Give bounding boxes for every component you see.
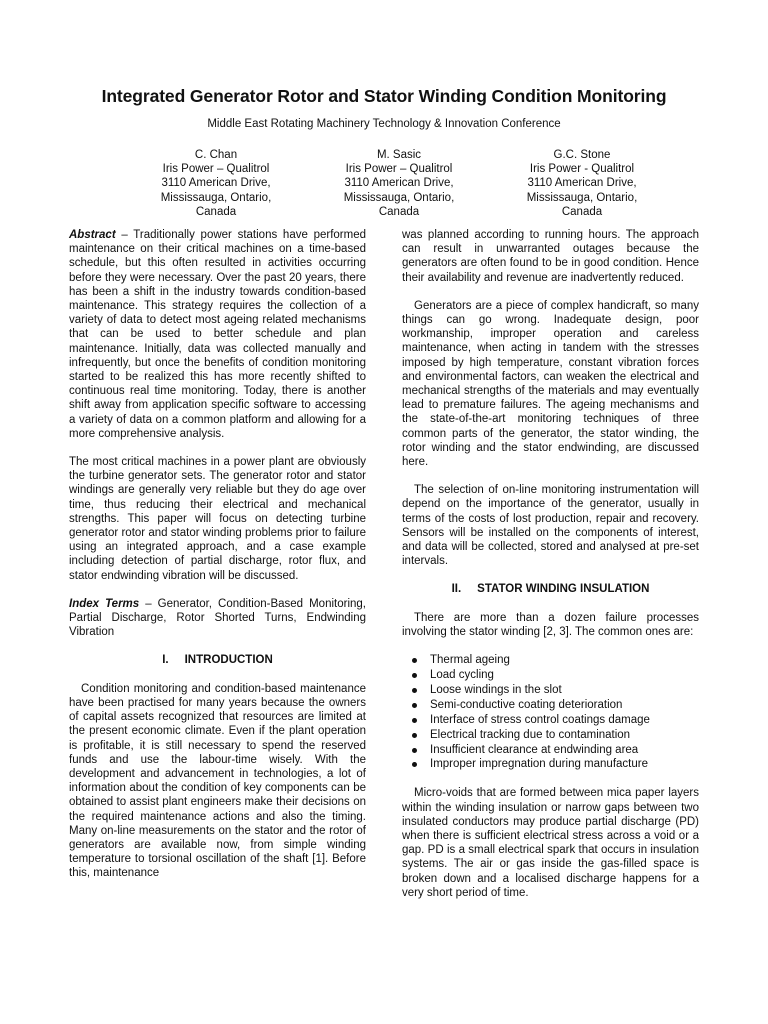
- section-heading-introduction: [69, 653, 366, 667]
- section-title: INTRODUCTION: [184, 654, 273, 667]
- author-name: C. Chan: [194, 149, 238, 161]
- list-item: Insufficient clearance at endwinding area: [402, 743, 699, 758]
- author-address-line2: Mississauga, Ontario,: [526, 191, 638, 204]
- list-item: Loose windings in the slot: [402, 683, 699, 698]
- abstract-label: Abstract: [69, 229, 116, 241]
- intro-paragraph-1: Condition monitoring and condition-based maintenance have been practised for many years because the owners of capital assets recognized that resources are limited at the present economic climate. Even if the plant operation is profitable, it is still necessary to spend the reserved funds and use the labour-time wisely. With the development and advancement in technologies, a lot of information about the condition of key components can be obtained to assist plant engineers make their decisions on the required maintenance actions and also the timing. Many on-line measurements on the stator and the rotor of generators are available now, from simple winding temperature to torsional oscillation of the shaft [1]. Before this, maintenance: [69, 682, 366, 880]
- author-affiliation: Iris Power – Qualitrol: [345, 163, 453, 176]
- list-item: Thermal ageing: [402, 653, 699, 668]
- author-country: Canada: [561, 205, 603, 218]
- abstract-text: – Traditionally power stations have performed maintenance on their critical machines on a time-based schedule, but this often resulted in activities occurring before they were necessary. Over the past 20 years, there has been a shift in the industry towards condition-based maintenance. This strategy requires the collection of a variety of data to detect most ageing related mechanisms that can be used to better schedule and plan maintenance. Initially, data was collected manually and infrequently, but once the benefits of condition monitoring started to be realized this has more recently shifted to continuous real time monitoring. Today, there is another shift away from application specific software to accessing a variety of data on a common platform and allowing for a more comprehensive analysis.: [69, 229, 366, 440]
- author-address-line1: 3110 American Drive,: [344, 177, 454, 190]
- author-3: [482, 148, 682, 219]
- list-item: Load cycling: [402, 668, 699, 683]
- abstract-paragraph-2: The most critical machines in a power plant are obviously the turbine generator sets. The generator rotor and stator windings are generally very reliable but they do age over time, thus reducing their electrical and mechanical strengths. This paper will focus on detecting turbine generator rotor and stator winding problems prior to failure using an integrated approach, and a case example including detection of partial discharge, rotor flux, and stator endwinding vibration will be discussed.: [69, 456, 366, 582]
- section-title: STATOR WINDING INSULATION: [477, 583, 650, 596]
- section-heading-stator-winding: [402, 582, 699, 596]
- left-column: [69, 228, 366, 895]
- list-item: Semi-conductive coating deterioration: [402, 698, 699, 713]
- list-item: Interface of stress control coatings damage: [402, 713, 699, 728]
- author-name: M. Sasic: [376, 149, 422, 161]
- author-affiliation: Iris Power – Qualitrol: [162, 163, 270, 176]
- conference-name: Middle East Rotating Machinery Technology & Innovation Conference: [207, 118, 561, 130]
- list-item: Improper impregnation during manufacture: [402, 757, 699, 772]
- intro-paragraph-3: The selection of on-line monitoring instrumentation will depend on the importance of the generator, usually in terms of the costs of lost production, repair and recovery. Sensors will be installed on the components of interest, and data will be collected, stored and analysed at pre-set intervals.: [402, 484, 699, 568]
- right-column: [402, 228, 699, 914]
- abstract-paragraph: [69, 228, 366, 441]
- index-terms: [69, 597, 366, 640]
- section-number: II.: [451, 583, 462, 596]
- author-country: Canada: [195, 205, 237, 218]
- author-affiliation: Iris Power - Qualitrol: [529, 163, 635, 176]
- index-terms-text: – Generator, Condition-Based Monitoring, Partial Discharge, Rotor Shorted Turns, Endwinding Vibration: [69, 597, 366, 639]
- author-1: [116, 148, 316, 219]
- stator-paragraph-1: There are more than a dozen failure processes involving the stator winding [2, 3]. The common ones are:: [402, 611, 699, 638]
- intro-paragraph-2: Generators are a piece of complex handicraft, so many things can go wrong. Inadequate design, poor workmanship, improper operation and careless maintenance, when acting in tandem with the stresses imposed by high temperature, constant vibration forces and environmental factors, can weaken the electrical and mechanical strengths of the materials and may eventually lead to premature failures. The ageing mechanisms and the state-of-the-art monitoring techniques of three common parts of the generator, the stator winding, the rotor winding and the stator endwinding, are discussed here.: [402, 299, 699, 469]
- section-number: I.: [162, 654, 169, 667]
- author-2: [299, 148, 499, 219]
- intro-paragraph-1-continued: was planned according to running hours. The approach can result in unwarranted outages because the generators are often found to be in good condition. Hence their availability and revenue are inadvertently reduced.: [402, 229, 699, 284]
- author-address-line1: 3110 American Drive,: [527, 177, 637, 190]
- failure-process-list: [402, 653, 699, 772]
- author-address-line2: Mississauga, Ontario,: [343, 191, 455, 204]
- index-terms-label: Index Terms: [69, 597, 140, 610]
- author-country: Canada: [378, 205, 420, 218]
- paper-title: Integrated Generator Rotor and Stator Winding Condition Monitoring: [101, 86, 667, 106]
- stator-paragraph-2: Micro-voids that are formed between mica paper layers within the winding insulation or narrow gaps between two insulated conductors may produce partial discharge (PD) when there is sufficient electrical stress across a void or a gap. PD is a small electrical spark that occurs in insulation systems. The air or gas inside the gas-filled space is broken down and a localised discharge happens for a very short period of time.: [402, 787, 699, 899]
- list-item: Electrical tracking due to contamination: [402, 728, 699, 743]
- author-address-line1: 3110 American Drive,: [161, 177, 271, 190]
- author-name: G.C. Stone: [553, 149, 611, 161]
- author-address-line2: Mississauga, Ontario,: [160, 191, 272, 204]
